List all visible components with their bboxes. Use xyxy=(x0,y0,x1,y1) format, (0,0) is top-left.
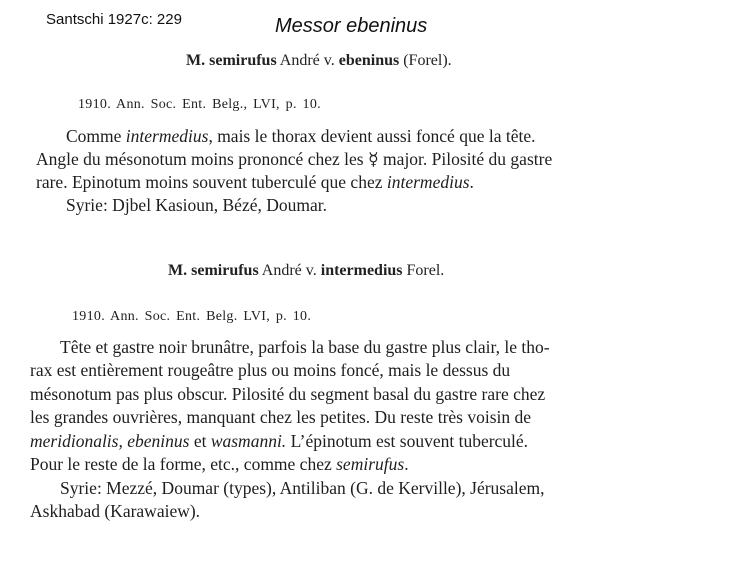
section1-species: semirufus xyxy=(209,52,277,69)
section2-line-8: Askhabad (Karawaiew). xyxy=(30,501,201,521)
section2-line-1: Tête et gastre noir brunâtre, parfois la base du gastre plus clair, le tho- xyxy=(60,337,550,357)
section2-genus: M. xyxy=(168,262,188,279)
section2-line-4: les grandes ouvrières, manquant chez les petites. Du reste très voisin de xyxy=(30,407,532,427)
section2-author: André v. xyxy=(261,262,317,279)
section1-line-1: Comme intermedius, mais le thorax devient aussi foncé que la tête. xyxy=(66,126,536,146)
citation: Santschi 1927c: 229 xyxy=(46,11,182,28)
section1-line-4: Syrie: Djbel Kasioun, Bézé, Doumar. xyxy=(66,195,327,215)
section2-reference: 1910. Ann. Soc. Ent. Belg. LVI, p. 10. xyxy=(72,309,312,324)
section1-heading xyxy=(186,52,452,70)
section1-reference: 1910. Ann. Soc. Ent. Belg., LVI, p. 10. xyxy=(78,97,321,112)
section1-line-3: rare. Epinotum moins souvent tuberculé que chez intermedius. xyxy=(36,172,474,192)
section1-variety: ebeninus xyxy=(338,52,400,69)
section1-line-2: Angle du mésonotum moins prononcé chez les ☿ major. Pilosité du gastre xyxy=(36,149,553,169)
section2-variety-author: Forel. xyxy=(406,262,445,279)
section2-heading xyxy=(168,262,444,280)
section1-variety-author: (Forel). xyxy=(403,52,452,69)
section2-line-7: Syrie: Mezzé, Doumar (types), Antiliban (G. de Kerville), Jérusalem, xyxy=(60,478,545,498)
section2-species: semirufus xyxy=(191,262,259,279)
section2-line-5: meridionalis, ebeninus et wasmanni. L’épinotum est souvent tuberculé. xyxy=(30,431,529,451)
section2-line-2: rax est entièrement rougeâtre plus ou moins foncé, mais le dessus du xyxy=(30,360,511,380)
section2-variety: intermedius xyxy=(320,262,403,279)
section1-genus: M. xyxy=(186,52,206,69)
section2-line-3: mésonotum pas plus obscur. Pilosité du segment basal du gastre rare chez xyxy=(30,384,546,404)
section2-line-6: Pour le reste de la forme, etc., comme chez semirufus. xyxy=(30,454,409,474)
header-title: Messor ebeninus xyxy=(275,15,428,37)
section1-author: André v. xyxy=(279,52,335,69)
